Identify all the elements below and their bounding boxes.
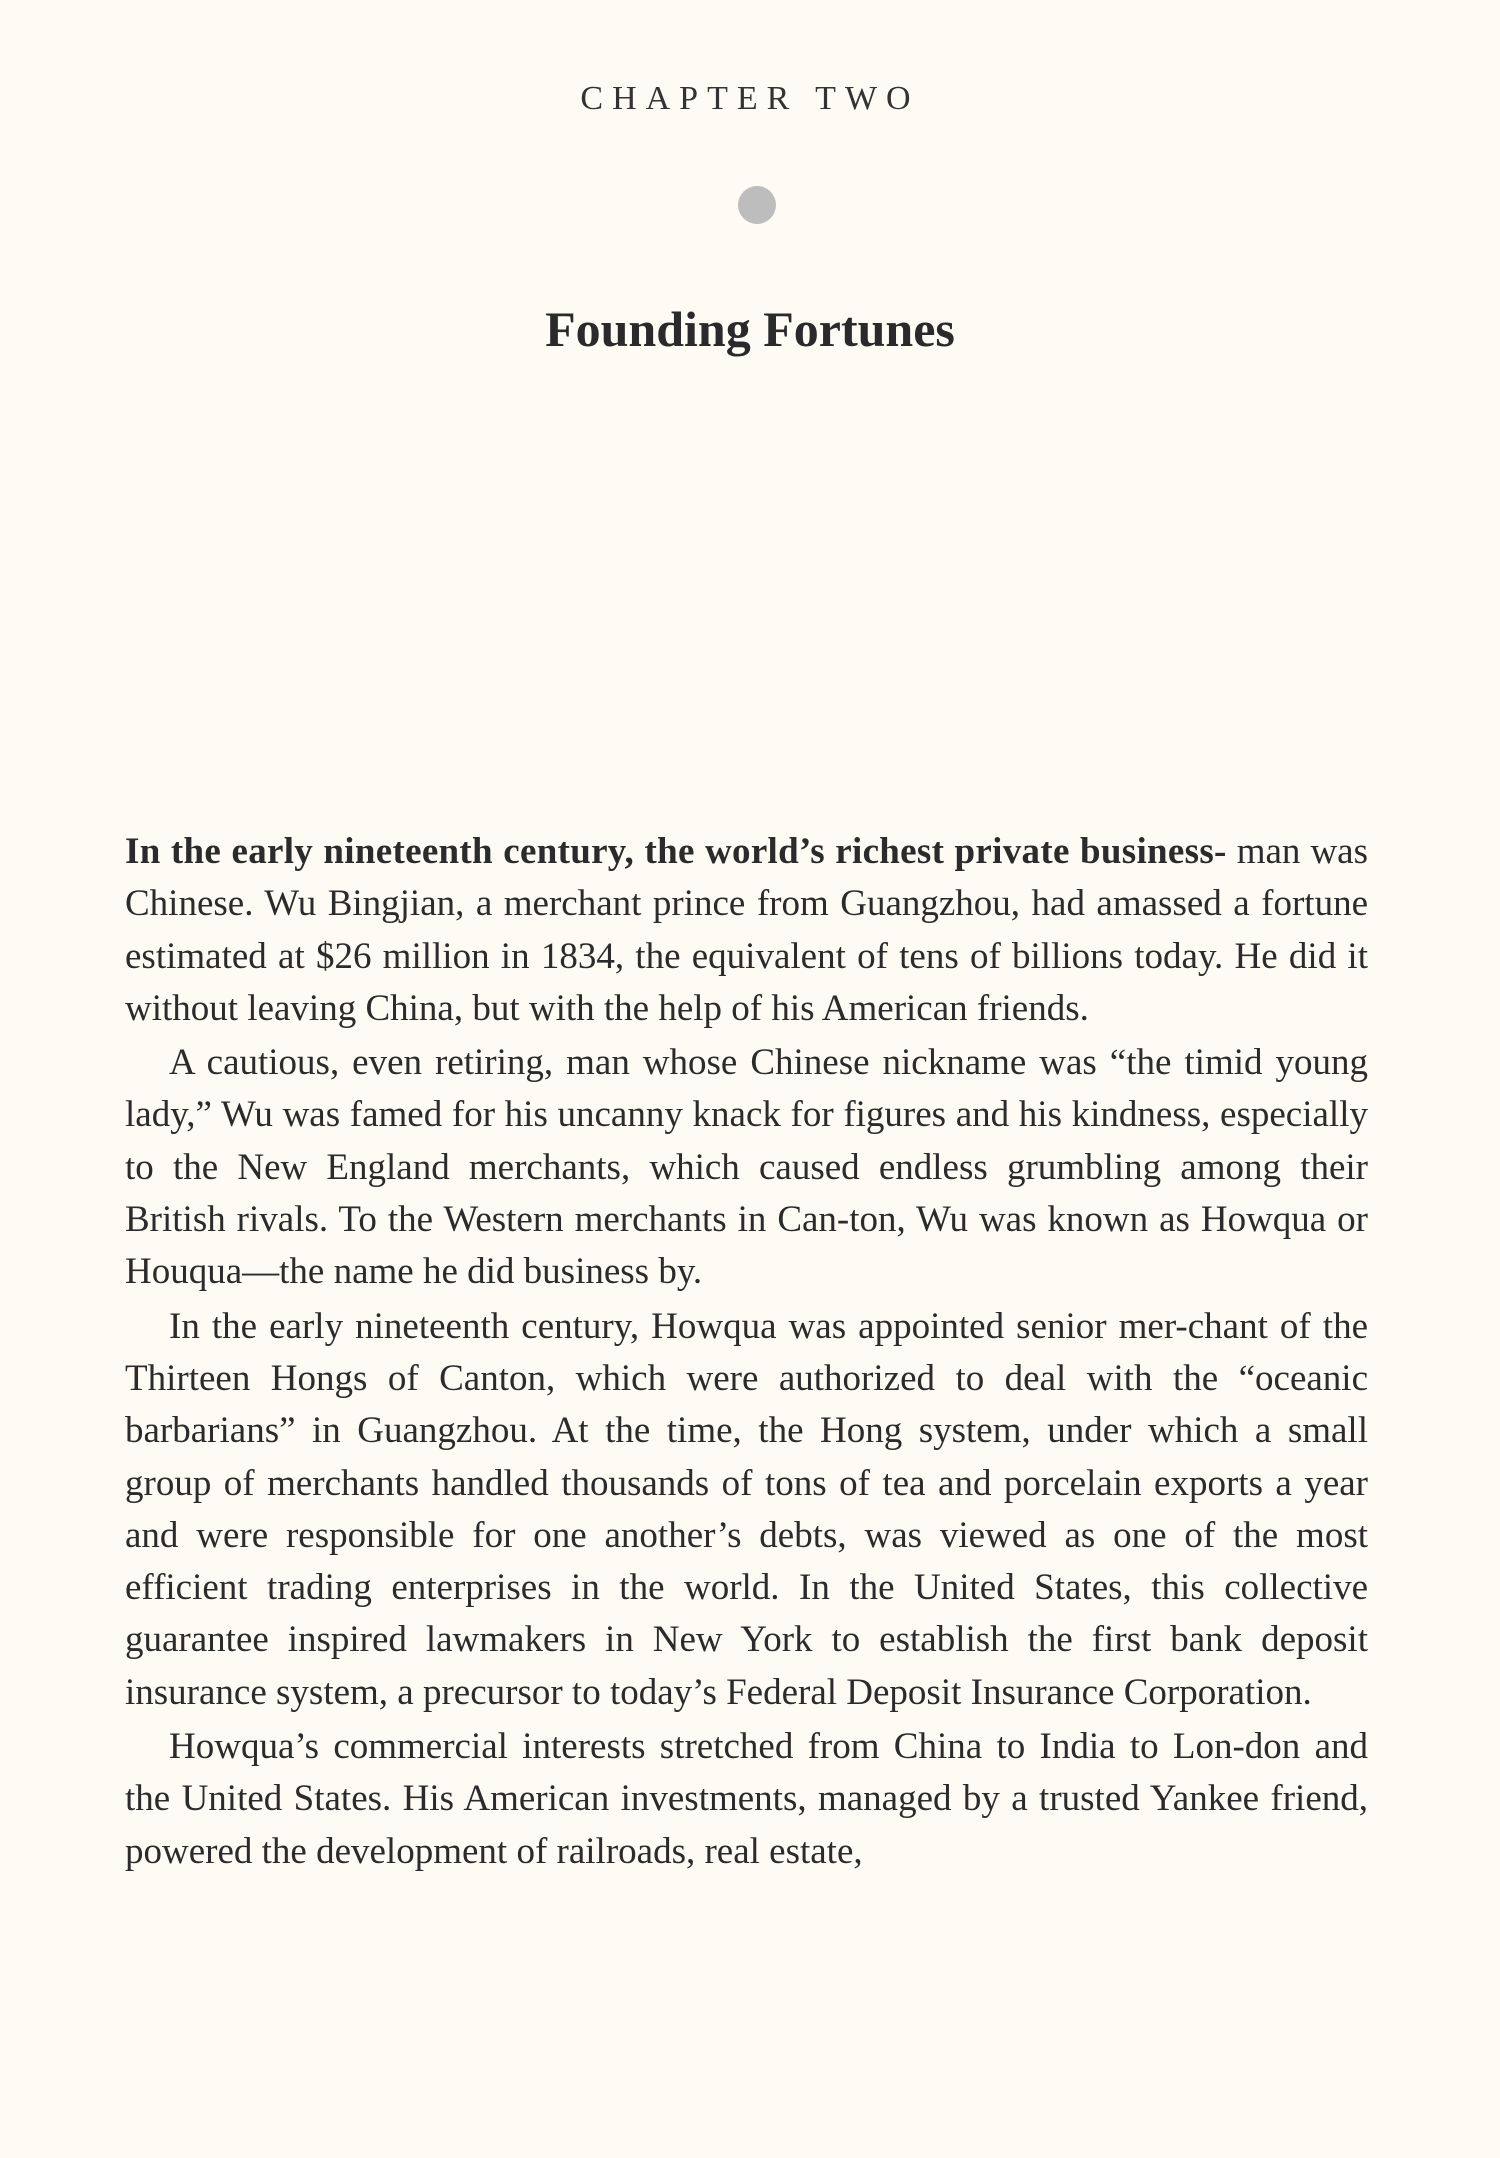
chapter-title: Founding Fortunes	[545, 301, 955, 357]
chapter-body	[125, 826, 1368, 1880]
paragraph-1	[125, 826, 1368, 1035]
paragraph-1-text: man was Chinese. Wu Bingjian, a merchant prince from Guangzhou, had amassed a fortune estimated at $26 million in 1834, the equivalent of tens of billions today. He did it without leaving China, but with the help of his American friends.	[125, 831, 1368, 1029]
paragraph-lead-in: In the early nineteenth century, the world’s richest private business-	[125, 831, 1227, 872]
chapter-ornament-dot	[738, 186, 776, 224]
paragraph-3: In the early nineteenth century, Howqua was appointed senior mer-chant of the Thirteen Hongs of Canton, which were authorized to deal with the “oceanic barbarians” in Guangzhou. At the time, the Hong system, under which a small group of merchants handled thousands of tons of tea and porcelain exports a year and were responsible for one another’s debts, was viewed as one of the most efficient trading enterprises in the world. In the United States, this collective guarantee inspired lawmakers in New York to establish the first bank deposit insurance system, a precursor to today’s Federal Deposit Insurance Corporation.	[125, 1305, 1368, 1713]
chapter-label: CHAPTER TWO	[580, 80, 920, 117]
paragraph-2: A cautious, even retiring, man whose Chinese nickname was “the timid young lady,” Wu was famed for his uncanny knack for figures and his kindness, especially to the New England merchants, which caused endless grumbling among their British rivals. To the Western merchants in Can-ton, Wu was known as Howqua or Houqua—the name he did business by.	[125, 1042, 1368, 1293]
paragraph-4: Howqua’s commercial interests stretched from China to India to Lon-don and the United States. His American investments, managed by a trusted Yankee friend, powered the development of railroads, real estate,	[125, 1726, 1368, 1872]
